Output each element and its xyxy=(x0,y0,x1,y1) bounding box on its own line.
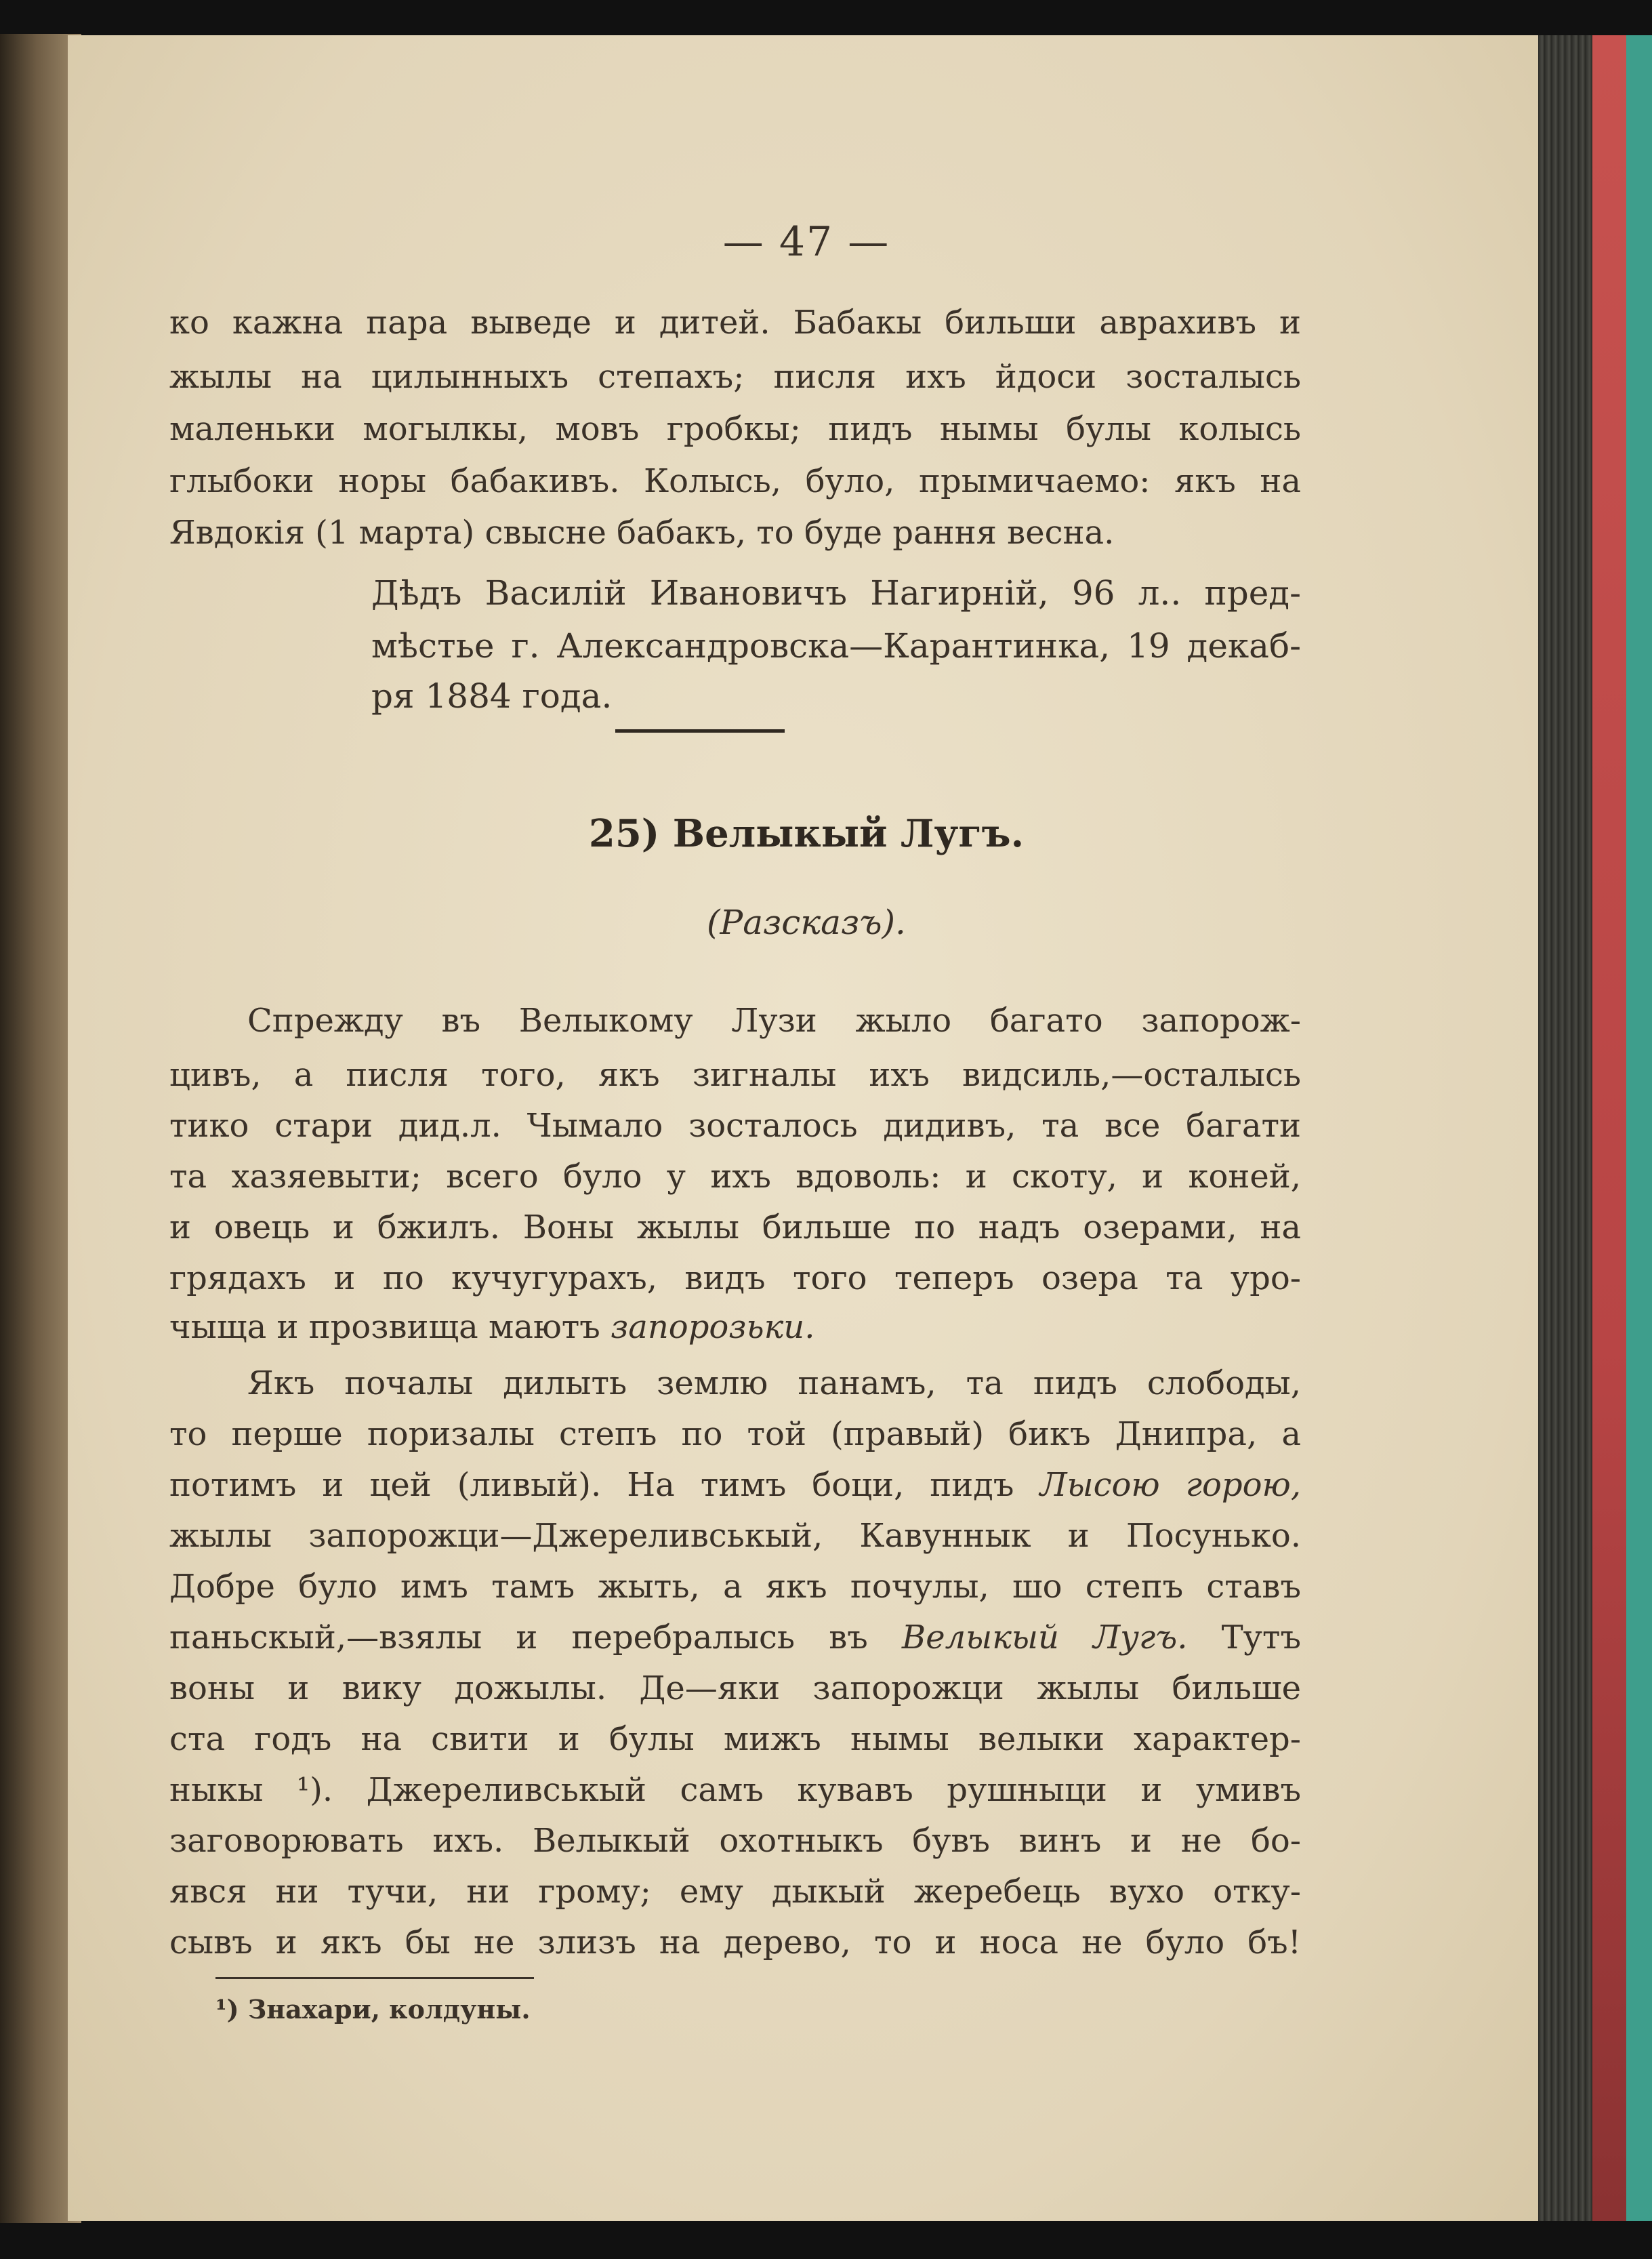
text-line: жылы запорожци—Джереливськый, Кавуннык и Посунько. xyxy=(169,1517,1301,1555)
text-line: ко кажна пара выведе и дитей. Бабакы бильши аврахивъ и xyxy=(169,304,1301,342)
text-span: чыща и прозвища маютъ xyxy=(169,1308,611,1346)
text-line: сывъ и якъ бы не злизъ на дерево, то и носа не було бъ! xyxy=(169,1924,1301,1961)
section-subtitle: (Разсказъ). xyxy=(707,903,906,942)
text-line: жылы на цилынныхъ степахъ; писля ихъ йдоси зосталысь xyxy=(169,358,1301,396)
text-line: воны и вику дожылы. Де—яки запорожци жылы бильше xyxy=(169,1669,1301,1707)
text-line: и овець и бжилъ. Воны жылы бильше по надъ озерами, на xyxy=(169,1208,1301,1246)
signature-line: Дѣдъ Василій Ивановичъ Нагирній, 96 л.. пред- xyxy=(371,573,1301,613)
text-line: ныкы ¹). Джереливськый самъ кувавъ рушныци и умивъ xyxy=(169,1771,1301,1809)
text-span: потимъ и цей (ливый). На тимъ боци, пидъ xyxy=(169,1466,1040,1504)
text-line: явся ни тучи, ни грому; ему дыкый жеребець вухо отку- xyxy=(169,1873,1301,1911)
text-span: Тутъ xyxy=(1187,1619,1302,1656)
text-line: Якъ почалы дилыть землю панамъ, та пидъ слободы, xyxy=(247,1364,1301,1402)
italic-term: запорозьки. xyxy=(611,1308,815,1346)
footnote-rule xyxy=(215,1977,534,1979)
text-line: то перше поризалы степъ по той (правый) бикъ Днипра, а xyxy=(169,1415,1301,1453)
page-number: — 47 — xyxy=(722,218,890,266)
text-line: ста годъ на свити и булы мижъ нымы велыки характер- xyxy=(169,1720,1301,1758)
text-line: цивъ, а писля того, якъ зигналы ихъ видсиль,—осталысь xyxy=(169,1056,1301,1094)
text-line: заговорювать ихъ. Велыкый охотныкъ бувъ винъ и не бо- xyxy=(169,1822,1301,1860)
text-line: Явдокія (1 марта) свысне бабакъ, то буде рання весна. xyxy=(169,514,1115,552)
italic-term: Лысою горою, xyxy=(1039,1466,1301,1504)
book-page xyxy=(68,35,1545,2221)
text-line: та хазяевыти; всего було у ихъ вдоволь: и скоту, и коней, xyxy=(169,1158,1301,1196)
text-line xyxy=(169,1466,1301,1504)
italic-term: Велыкый Лугъ. xyxy=(901,1619,1188,1656)
text-line: Спрежду въ Велыкому Лузи жыло багато запорож- xyxy=(247,1002,1301,1040)
text-line: Добре було имъ тамъ жыть, а якъ почулы, шо степъ ставъ xyxy=(169,1568,1301,1606)
text-line xyxy=(169,1621,1301,1654)
cover-edge-red xyxy=(1592,35,1626,2221)
text-line: маленьки могылкы, мовъ гробкы; пидъ нымы булы колысь xyxy=(169,410,1301,448)
text-line: грядахъ и по кучугурахъ, видъ того теперъ озера та уро- xyxy=(169,1259,1301,1297)
cover-edge-teal xyxy=(1626,35,1652,2221)
signature-line: ря 1884 года. xyxy=(371,676,613,716)
text-line xyxy=(169,1308,1301,1346)
text-span: паньскый,—взялы и перебралысь въ xyxy=(169,1619,902,1656)
signature-line: мѣстье г. Александровска—Карантинка, 19 декаб- xyxy=(371,626,1301,666)
footnote: ¹) Знахари, колдуны. xyxy=(215,1994,531,2024)
section-divider xyxy=(615,729,785,733)
text-line: тико стари дид.л. Чымало зосталось дидивъ, та все багати xyxy=(169,1107,1301,1145)
section-title: 25) Велыкый Лугъ. xyxy=(588,811,1025,856)
text-line: глыбоки норы бабакивъ. Колысь, було, прымичаемо: якъ на xyxy=(169,462,1301,500)
